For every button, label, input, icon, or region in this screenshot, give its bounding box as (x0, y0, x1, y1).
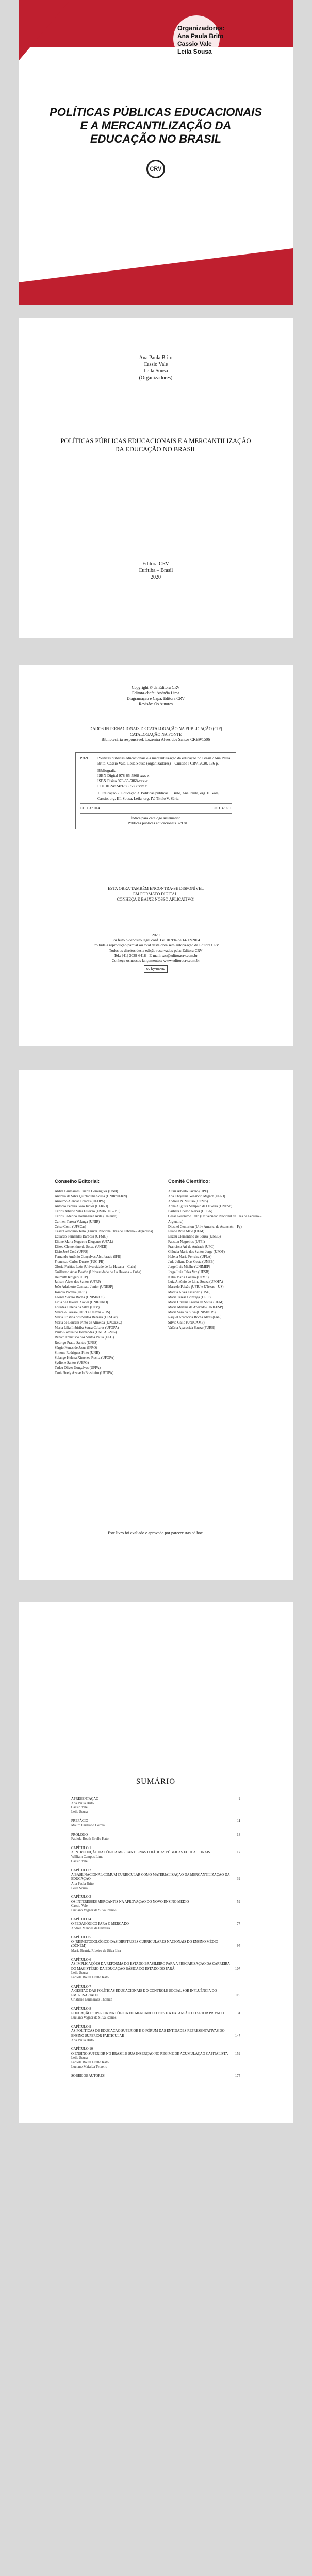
summary-title: SUMÁRIO (136, 1777, 176, 1786)
summary-item-title: CAPÍTULO 5 O (RE)METODOLÓGICO DAS DIRETRIZES CURRICULARES NACIONAIS DO ENSINO MÉDIO (DCNEM) (71, 1936, 218, 1948)
council-page (19, 1070, 293, 1580)
digital-notice (19, 886, 293, 903)
copyright-block (19, 685, 293, 707)
scientific-member: Cesar Gerónimo Tello (Universidad Nacional de Três de Febrero – Argentina) (168, 1214, 262, 1224)
legal-line: Todos os direitos desta edição reservados pela: Editora CRV (109, 948, 203, 953)
summary-item-title: SOBRE OS AUTORES (71, 2074, 105, 2078)
summary-line (71, 1819, 240, 1824)
summary-item (71, 2074, 240, 2079)
catalog-isbn-digital: ISBN Digital 978-65-5868-xxx-x (97, 773, 150, 778)
summary-item-authors: Andréa Mendes de Oliveira (71, 1926, 110, 1930)
editorial-member: Tania Suely Azevedo Brasileiro (UFOPA) (55, 1371, 114, 1375)
title-page-publisher (19, 561, 293, 581)
editorial-member: Helmuth Krüger (UCP) (55, 1275, 88, 1279)
scientific-member: Francisco Ari de Andrade (UFC) (168, 1245, 215, 1249)
copyright-line: Editora-chefe: Andréia Lima (132, 690, 179, 696)
summary-item (71, 1936, 240, 1953)
summary-item (71, 1985, 240, 2003)
catalog-code: P769 (80, 756, 88, 760)
scientific-member: Jorge Luis Mialhe (UNIMEP) (168, 1265, 210, 1269)
summary-item (71, 1895, 240, 1913)
scientific-member: Eliane Rose Maio (UEM) (168, 1230, 205, 1234)
editorial-member: Celso Conti (UFSCar) (55, 1225, 86, 1229)
editorial-member: Carlos Alberto Vilar Estêvão (UMINHO – PT) (55, 1210, 121, 1214)
editorial-member: Anselmo Alencar Colares (UFOPA) (55, 1199, 105, 1204)
editorial-member: Solange Helena Ximenes-Rocha (UFOPA) (55, 1356, 115, 1360)
summary-item-authors: Ana Paula Brito (71, 2038, 94, 2042)
editorial-member: Jailson Alves dos Santos (UFRJ) (55, 1280, 101, 1284)
editorial-member: Antônio Pereira Gaio Júnior (UFRRJ) (55, 1205, 108, 1209)
copyright-line: Revisão: Os Autores (139, 701, 173, 706)
legal-year: 2020 (152, 933, 160, 937)
editorial-member: Francisco Carlos Duarte (PUC-PR) (55, 1260, 105, 1264)
summary-item-authors: Maria Beatriz Ribeiro da Silva Lira (71, 1949, 121, 1953)
editorial-member: Sérgio Nunes de Jesus (IFRO) (55, 1346, 97, 1350)
scientific-member: Maria Cristina Freitas de Sousa (UEM) (168, 1300, 224, 1304)
publisher-name: Editora CRV (142, 561, 169, 567)
summary-item-page: 95 (237, 1944, 240, 1948)
summary-line (71, 1846, 240, 1855)
publication-year: 2020 (151, 574, 161, 580)
summary-line (71, 1958, 240, 1972)
organizers-note: (Organizadores) (139, 375, 173, 381)
author-name: Leila Sousa (143, 368, 168, 374)
scientific-member: Barbara Coelho Neves (UFBA) (168, 1210, 212, 1214)
summary-item-title: CAPÍTULO 1 A INTRODUÇÃO DA LÓGICA MERCANTIL NAS POLÍTICAS PÚBLICAS EDUCACIONAIS (71, 1846, 210, 1855)
editorial-member: Cesar Gerónimo Tello (Univer. Nacional Três de Febrero – Argentina) (55, 1230, 153, 1234)
summary-list (71, 1797, 240, 2083)
cover-page (19, 0, 293, 305)
editorial-member: Andréia da Silva Quintanilha Sousa (UNIR/UFRN) (55, 1194, 127, 1198)
catalog-cdu: CDU 37.014 (80, 806, 100, 810)
summary-item-title: CAPÍTULO 7 A GESTÃO DAS POLÍTICAS EDUCACIONAIS E O CONTROLE SOCIAL SOB INFLUÊNCIA DO EMPRESARIADO (71, 1985, 217, 1997)
editorial-member: Lourdes Helena da Silva (UFV) (55, 1306, 100, 1310)
catalog-subjects: 1. Educação 2. Educação 3. Políticas públicas I. Brito, Ana Paula, org. II. Vale, Cassio. org. III. Sousa, Leila. org. IV. Título V. Série. (97, 791, 220, 801)
credits-page (19, 665, 293, 1046)
editorial-member: Guillermo Arias Beatón (Universidade de La Havana – Cuba) (55, 1270, 141, 1274)
editorial-member: Marcelo Paixão (UFRJ e UTexas – US) (55, 1311, 110, 1315)
editorial-member: Aldira Guimarães Duarte Domínguez (UNB) (55, 1190, 118, 1193)
summary-item-title: CAPÍTULO 2 A BASE NACIONAL COMUM CURRICULAR COMO MATERIALIZAÇÃO DA MERCANTILIZAÇÃO DA EDUCAÇÃO (71, 1869, 230, 1882)
summary-item-title: PRÓLOGO (71, 1833, 88, 1837)
summary-line (71, 1936, 240, 1949)
editorial-member: Carlos Federico Domínguez Avila (Unieuro) (55, 1214, 118, 1218)
title-page-title: POLÍTICAS PÚBLICAS EDUCACIONAIS E A MERCANTILIZAÇÃO DA EDUCAÇÃO NO BRASIL (60, 437, 251, 453)
scientific-member: Elizeu Clementino de Souza (UNEB) (168, 1235, 221, 1239)
summary-item-page: 107 (235, 1967, 240, 1971)
summary-line (71, 1895, 240, 1904)
editorial-board-title: Conselho Editorial: (55, 1179, 100, 1184)
summary-line (71, 2047, 240, 2056)
scientific-member: Raquel Aparecida Rocha Alves (FAE) (168, 1315, 222, 1319)
summary-item-authors: Cristiane Guimarães Thomaz (71, 1998, 112, 2002)
publisher-city: Curitiba – Brasil (138, 568, 173, 573)
editorial-member: Fernando Antônio Gonçalves Alcoforado (IPB) (55, 1255, 121, 1259)
catalog-doi: DOI 10.24824/978655868xxx.x (97, 784, 147, 788)
scientific-member: Maria Teresa Gonzaga (UFJF) (168, 1295, 211, 1299)
catalog-isbn-fisico: ISBN Físico 978-65-5868-xxx-x (97, 778, 148, 783)
catalog-class-row (80, 806, 232, 811)
scientific-member: Maria Sara da Silva (UNISINOS) (168, 1311, 216, 1315)
scientific-member: Kátia Maria Coelho (UFMS) (168, 1275, 209, 1279)
copyright-line: Diagramação e Capa: Editora CRV (126, 696, 185, 701)
scientific-member: Marcelo Paixão (UFRJ e UTexas – US) (168, 1285, 224, 1290)
summary-line (71, 1797, 240, 1802)
summary-item-page: 11 (237, 1819, 240, 1823)
legal-line: Conheça os nossos lançamentos: www.editoracrv.com.br (111, 958, 200, 963)
editorial-member: Lídia de Oliveira Xavier (UNIEURO) (55, 1300, 108, 1304)
summary-item (71, 1869, 240, 1891)
editorial-board-list (55, 1189, 163, 1376)
summary-item-authors: Cassio Vale Luciano Vagner da Silva Ramos (71, 1904, 117, 1912)
summary-item-authors: Leila Sousa Fabíola Bouth Grello Kato Luciane Mafalda Teixeira (71, 2056, 109, 2069)
publisher-logo: CRV (146, 160, 165, 178)
summary-item-title: CAPÍTULO 10 O ENSINO SUPERIOR NO BRASIL E SUA INSERÇÃO NO REGIME DE ACUMULAÇÃO CAPITALISTA (71, 2047, 228, 2056)
license-badge: cc by-nc-nd (144, 965, 168, 973)
cover-corner-shape (19, 0, 70, 61)
scientific-member: Fauston Negreiros (UFPI) (168, 1240, 205, 1244)
editorial-member: Leonel Severo Rocha (UNISINOS) (55, 1295, 105, 1299)
summary-item-authors: Fabíola Bouth Grello Kato (71, 1837, 109, 1841)
editorial-member: Sydione Santos (UEPG) (55, 1361, 89, 1365)
legal-line: Proibida a reprodução parcial ou total desta obra sem autorização da Editora CRV (92, 943, 219, 947)
editorial-member: João Adalberto Campato Junior (UNESP) (55, 1285, 113, 1290)
summary-line (71, 2007, 240, 2016)
summary-line (71, 1833, 240, 1838)
summary-item-page: 147 (235, 2033, 240, 2038)
summary-item-title: CAPÍTULO 3 OS INTERESSES MERCANTIS NA APROVAÇÃO DO NOVO ENSINO MÉDIO (71, 1895, 189, 1904)
editorial-member: Maria Cristina dos Santos Bezerra (UFSCar) (55, 1315, 118, 1319)
cover-organizer: Leila Sousa (177, 48, 212, 55)
summary-line (71, 2025, 240, 2039)
scientific-member: Marcia Alves Tassinari (USU) (168, 1290, 211, 1294)
editorial-member: Rodrigo Pratte-Santos (UFES) (55, 1341, 98, 1345)
editorial-member: Elizeu Clementino de Souza (UNEB) (55, 1245, 107, 1249)
summary-item-authors: Leila Sousa Fabíola Bouth Grello Kato (71, 1971, 109, 1979)
summary-item-authors: Mauro Cristiano Corrêa (71, 1823, 105, 1827)
summary-line (71, 2074, 240, 2079)
summary-item-authors: Ana Paula Brito Leila Sousa (71, 1882, 94, 1890)
catalog-entry: Políticas públicas educacionais e a mercantilização da educação no Brasil / Ana Paula Brito, Cassio Vale, Leila Sousa (organizadores) – Curitiba : CRV, 2020. 136 p. (97, 756, 231, 766)
cip-line: DADOS INTERNACIONAIS DE CATALOGAÇÃO NA PUBLICAÇÃO (CIP) (89, 726, 222, 731)
catalog-body (97, 756, 232, 801)
summary-item-title: APRESENTAÇÃO (71, 1797, 99, 1801)
summary-item (71, 1833, 240, 1842)
summary-item-title: CAPÍTULO 8 EDUCAÇÃO SUPERIOR NA LÓGICA DO MERCADO: O FIES E A EXPANSÃO DO SETOR PRIVADO (71, 2007, 224, 2015)
copyright-line: Copyright © da Editora CRV (132, 685, 180, 690)
scientific-member: Valéria Aparecida Souza (FURB) (168, 1326, 215, 1330)
cover-organizer: Ana Paula Brito (177, 32, 224, 40)
editorial-member: Maria Lília Imbiriba Sousa Colares (UFOPA) (55, 1326, 119, 1330)
editorial-member: Tadeu Oliver Gonçalves (UFPA) (55, 1366, 101, 1370)
summary-item-title: PREFÁCIO (71, 1819, 88, 1823)
cover-organizer: Cassio Vale (177, 40, 212, 47)
summary-item (71, 1918, 240, 1931)
cover-title: POLÍTICAS PÚBLICAS EDUCACIONAIS E A MERCANTILIZAÇÃO DA EDUCAÇÃO NO BRASIL (50, 106, 262, 145)
summary-item-authors: Ana Paula Brito Cassio Vale Leila Sousa (71, 1801, 94, 1814)
scientific-member: Gláucia Maria dos Santos Jorge (UFOP) (168, 1250, 225, 1254)
editorial-member: Renato Francisco dos Santos Paula (UFG) (55, 1336, 114, 1340)
scientific-member: Andréia N. Militão (UEMS) (168, 1199, 208, 1204)
editorial-member: Carmen Tereza Velanga (UNIR) (55, 1219, 100, 1224)
summary-page (19, 1602, 293, 2123)
scientific-committee-list (168, 1189, 271, 1330)
summary-item-page: 59 (237, 1900, 240, 1904)
catalog-entry-row (80, 756, 232, 801)
cover-organizers-label: Organizadores: (177, 25, 225, 32)
editorial-member: Maria de Lourdes Pinto de Almeida (UNOESC) (55, 1320, 122, 1325)
editorial-member: Élsio José Corá (UFFS) (55, 1250, 88, 1254)
digital-notice-line: CONHEÇA E BAIXE NOSSO APLICATIVO! (117, 897, 195, 902)
summary-item-page: 119 (235, 1993, 240, 1997)
summary-item-page: 9 (238, 1797, 240, 1801)
editorial-member: Simone Rodrigues Pinto (UNB) (55, 1351, 100, 1355)
editorial-member: Elione Maria Nogueira Diogenes (UFAL) (55, 1240, 113, 1244)
editorial-member: Eduardo Fernandes Barbosa (UFMG) (55, 1235, 108, 1239)
editorial-member: Josania Portela (UFPI) (55, 1290, 87, 1294)
cip-line: CATALOGAÇÃO NA FONTE (129, 732, 182, 737)
scientific-member: Silvio Gallo (UNICAMP) (168, 1320, 205, 1325)
summary-line (71, 1985, 240, 1998)
summary-item-page: 159 (235, 2052, 240, 2056)
scientific-member: Ana Chrystina Venancio Mignot (UERJ) (168, 1194, 225, 1198)
summary-item-authors: William Campos Lima Cássio Vale (71, 1855, 104, 1863)
summary-item-page: 39 (237, 1877, 240, 1882)
summary-item-page: 175 (235, 2074, 240, 2078)
cip-line: Bibliotecária responsável: Luzenira Alves dos Santos CRB9/1506 (101, 737, 210, 742)
summary-item (71, 1846, 240, 1864)
catalog-cdd: CDD 379.81 (211, 806, 232, 810)
summary-item-page: 17 (237, 1851, 240, 1855)
scientific-member: Altair Alberto Fávero (UPF) (168, 1190, 208, 1193)
editorial-member: Paulo Romualdo Hernandes (UNIFAL-MG) (55, 1331, 117, 1335)
cip-heading (19, 726, 293, 743)
summary-item (71, 1819, 240, 1828)
digital-notice-line: EM FORMATO DIGITAL. (133, 891, 178, 896)
catalog-separator (80, 803, 232, 804)
catalog-index: Índice para catálogo sistemático (130, 816, 181, 820)
scientific-member: Jade Juliane Dias Costa (UNEB) (168, 1260, 215, 1264)
summary-item-title: CAPÍTULO 6 AS IMPLICAÇÕES DA REFORMA DO ESTADO BRASILEIRO PARA A PRECARIZAÇÃO DA CARREIRA DO MAGISTÉRIO DA EDUCAÇÃO BÁSICA DO ESTADO DO PARÁ (71, 1958, 230, 1971)
summary-item-title: CAPÍTULO 4 O PEDAGÓGICO PARA O MERCADO (71, 1918, 129, 1926)
cover-organizers (173, 25, 225, 56)
legal-block (19, 933, 293, 973)
scientific-member: Diosnel Centurion (Univ Americ. de Asunción – Py) (168, 1225, 242, 1229)
editorial-member: Gloria Fariñas León (Universidade de La Havana – Cuba) (55, 1265, 136, 1269)
author-name: Cassio Vale (143, 362, 168, 367)
catalog-index-item: 1. Políticas públicas educacionais 379.81 (124, 821, 188, 825)
cover-bottom-band (19, 248, 293, 305)
author-name: Ana Paula Brito (139, 355, 173, 361)
summary-item-authors: Luciano Vagner da Silva Ramos (71, 2016, 117, 2020)
summary-item (71, 1797, 240, 1815)
legal-line: Tel.: (41) 3039-6418 - E-mail: sac@editoracrv.com.br (113, 953, 198, 958)
scientific-member: Anna Augusta Sampaio de Oliveira (UNESP) (168, 1205, 233, 1209)
scientific-member: Jorge Luiz Teles Vaz (UESB) (168, 1270, 209, 1274)
scientific-member: Maria Martins de Azevedo (UNIFESP) (168, 1306, 223, 1310)
summary-item (71, 2007, 240, 2021)
summary-item (71, 2047, 240, 2070)
summary-item (71, 1958, 240, 1980)
scientific-committee-title: Comitê Científico: (168, 1179, 210, 1184)
scientific-member: Luiz Antônio de Lima Souza (UFOPA) (168, 1280, 223, 1284)
scientific-member: Helena Maria Ferreira (UFLA) (168, 1255, 212, 1259)
summary-line (71, 1918, 240, 1926)
summary-item-page: 77 (237, 1922, 240, 1926)
summary-item-page: 131 (235, 2011, 240, 2015)
summary-line (71, 1869, 240, 1882)
catalog-bibliography: Bibliografia (97, 768, 117, 773)
summary-item (71, 2025, 240, 2043)
title-page (19, 318, 293, 638)
catalog-card (75, 752, 236, 829)
legal-line: Foi feito o depósito legal conf. Lei 10.994 de 14/12/2004 (111, 938, 200, 942)
title-page-authors (19, 354, 293, 381)
summary-item-title: CAPÍTULO 9 AS POLÍTICAS DE EDUCAÇÃO SUPERIOR E O FÓRUM DAS ENTIDADES REPRESENTATIVAS DO ENSINO SUPERIOR PARTICULAR (71, 2025, 225, 2038)
catalog-separator (80, 813, 232, 814)
summary-item-page: 13 (237, 1833, 240, 1837)
digital-notice-line: ESTA OBRA TAMBÉM ENCONTRA-SE DISPONÍVEL (108, 886, 204, 891)
peer-review-note: Este livro foi avaliado e aprovado por pareceristas ad hoc. (108, 1531, 204, 1535)
